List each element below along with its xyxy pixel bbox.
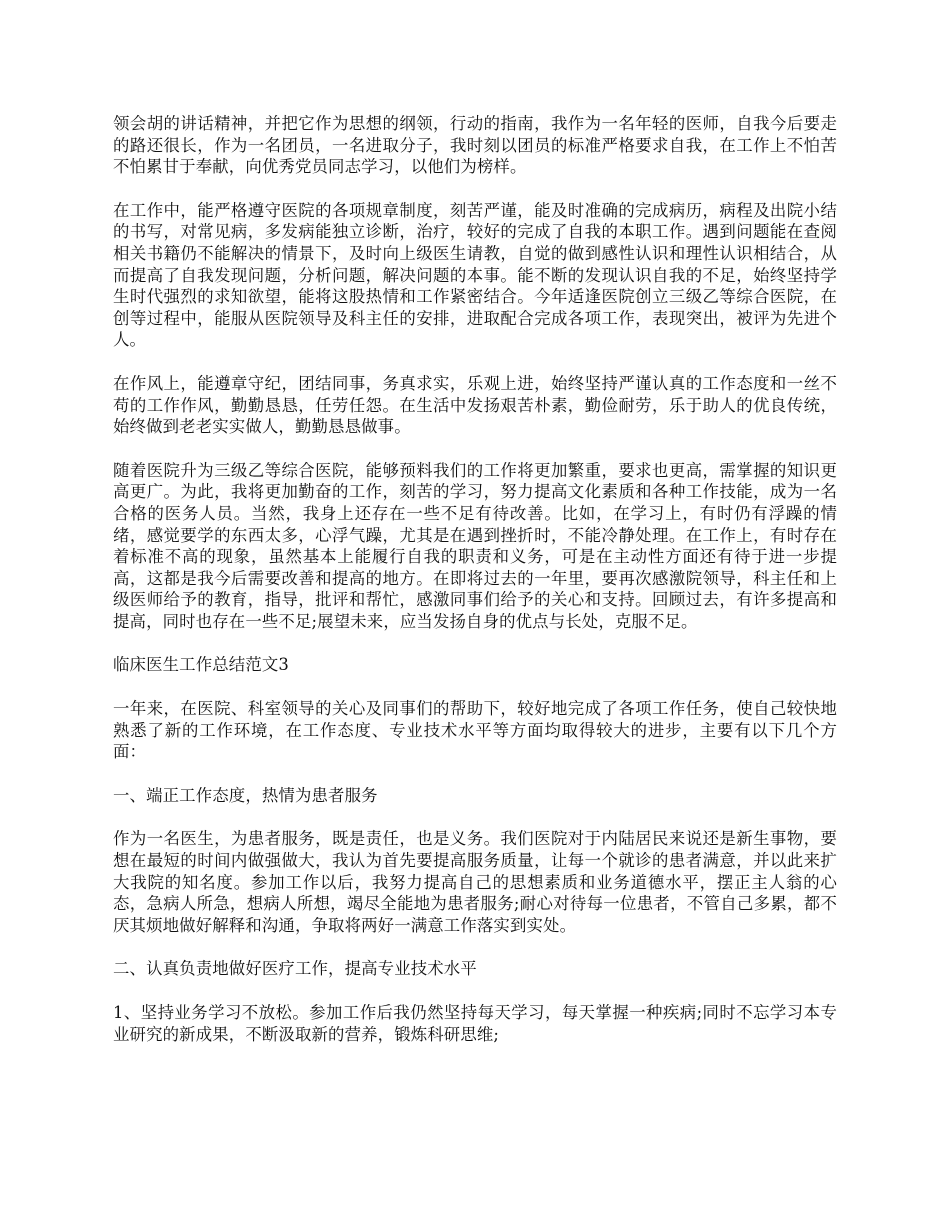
paragraph-patient-service: 作为一名医生，为患者服务，既是责任，也是义务。我们医院对于内陆居民来说还是新生事物，要想在最短的时间内做强做大，我认为首先要提高服务质量，让每一个就诊的患者满意，并以此来扩大我院的知名度。参加工作以后，我努力提高自己的思想素质和业务道德水平，摆正主人翁的心态，急病人所急，想病人所想，竭尽全能地为患者服务;耐心对待每一位患者，不管自己多累，都不厌其烦地做好解释和沟通，争取将两好一满意工作落实到实处。 (113, 829, 837, 935)
paragraph-year-summary: 一年来，在医院、科室领导的关心及同事们的帮助下，较好地完成了各项工作任务，使自己较快地熟悉了新的工作环境，在工作态度、专业技术水平等方面均取得较大的进步，主要有以下几个方面： (113, 699, 837, 762)
paragraph-work-style: 在作风上，能遵章守纪，团结同事，务真求实，乐观上进，始终坚持严谨认真的工作态度和一丝不苟的工作作风，勤勤恳恳，任劳任怨。在生活中发扬艰苦朴素，勤俭耐劳，乐于助人的优良传统，始终做到老老实实做人，勤勤恳恳做事。 (113, 373, 837, 437)
section-title-sample-3: 临床医生工作总结范文3 (113, 655, 289, 675)
paragraph-work-conduct: 在工作中，能严格遵守医院的各项规章制度，刻苦严谨，能及时准确的完成病历，病程及出院小结的书写，对常见病，多发病能独立诊断，治疗，较好的完成了自我的本职工作。遇到问题能在查阅相关书籍仍不能解决的情景下，及时向上级医生请教，自觉的做到感性认识和理性认识相结合，从而提高了自我发现问题，分析问题，解决问题的本事。能不断的发现认识自我的不足，始终坚持学生时代强烈的求知欲望，能将这股热情和工作紧密结合。今年适逢医院创立三级乙等综合医院，在创等过程中，能服从医院领导及科主任的安排，进取配合完成各项工作，表现突出，被评为先进个人。 (113, 200, 837, 350)
paragraph-future-plans: 随着医院升为三级乙等综合医院，能够预料我们的工作将更加繁重，要求也更高，需掌握的知识更高更广。为此，我将更加勤奋的工作，刻苦的学习，努力提高文化素质和各种工作技能，成为一名合格的医务人员。当然，我身上还存在一些不足有待改善。比如，在学习上，有时仍有浮躁的情绪，感觉要学的东西太多，心浮气躁，尤其是在遇到挫折时，不能冷静处理。在工作上，有时存在着标准不高的现象，虽然基本上能履行自我的职责和义务，可是在主动性方面还有待于进一步提高，这都是我今后需要改善和提高的地方。在即将过去的一年里，要再次感激院领导，科主任和上级医师给予的教育，指导，批评和帮忙，感激同事们给予的关心和支持。回顾过去，有许多提高和提高，同时也存在一些不足;展望未来，应当发扬自身的优点与长处，克服不足。 (113, 460, 837, 631)
paragraph-continuous-learning: 1、坚持业务学习不放松。参加工作后我仍然坚持每天学习，每天掌握一种疾病;同时不忘学习本专业研究的新成果，不断汲取新的营养，锻炼科研思维; (113, 1003, 837, 1044)
document-body (113, 113, 837, 1067)
section-heading-attitude: 一、端正工作态度，热情为患者服务 (113, 785, 378, 805)
paragraph-study-spirit: 领会胡的讲话精神，并把它作为思想的纲领，行动的指南，我作为一名年轻的医师，自我今后要走的路还很长，作为一名团员，一名进取分子，我时刻以团员的标准严格要求自我，在工作上不怕苦不怕累甘于奉献，向优秀党员同志学习，以他们为榜样。 (113, 114, 837, 177)
section-heading-medical-work: 二、认真负责地做好医疗工作，提高专业技术水平 (113, 959, 477, 979)
